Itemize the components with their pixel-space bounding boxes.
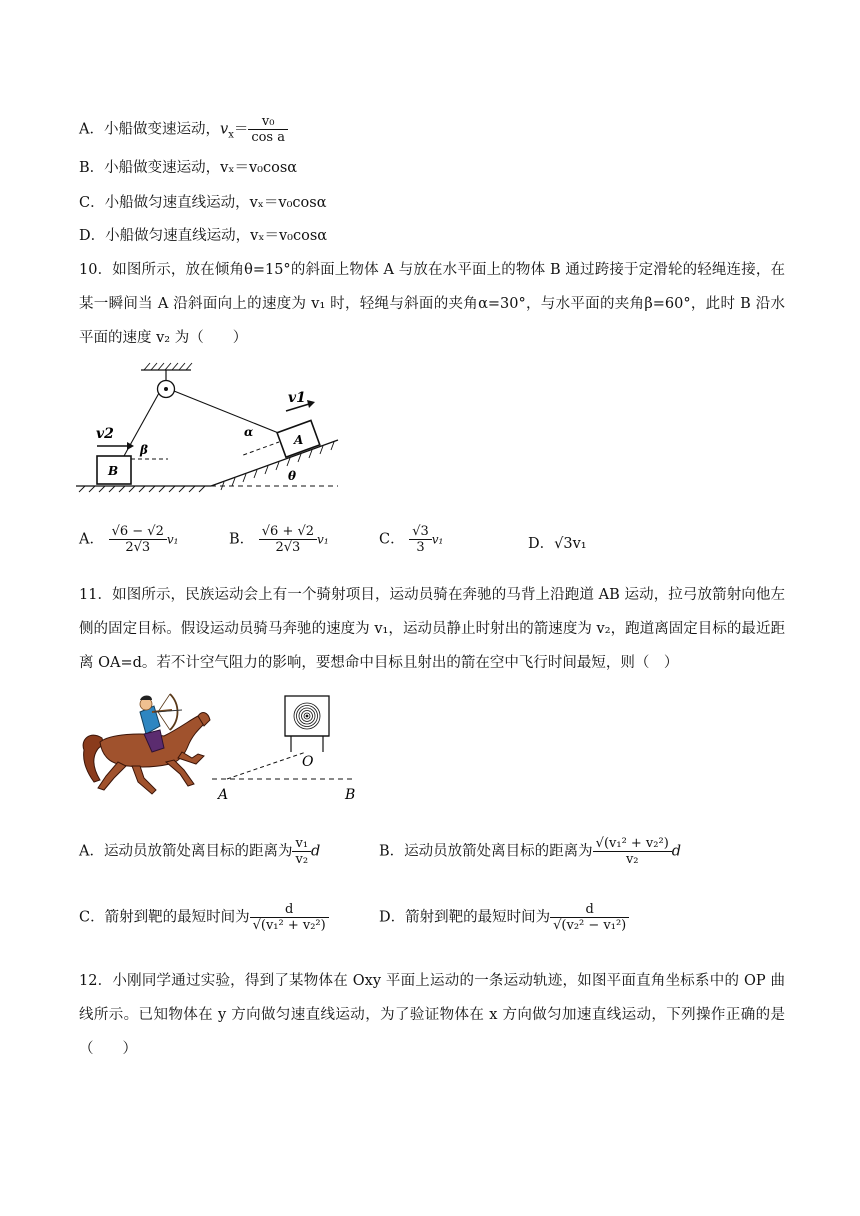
horse-rider-icon: [83, 694, 210, 794]
q11-stem: 11．如图所示，民族运动会上有一个骑射项目，运动员骑在奔驰的马背上沿跑道 AB 运动，拉弓放箭射向他左侧的固定目标。假设运动员骑马奔驰的速度为 v₁，运动员静止时射出的箭速度为 v₂，跑道离固定目标的最近距离 OA=d。若不计空气阻力的影响，要想命中目标且射出的箭在空中飞行时间最短，则（ ）: [79, 587, 785, 671]
q9-option-c: C．小船做匀速直线运动，vₓ＝v₀cosα: [79, 195, 327, 211]
q9-a-fraction: $\frac{\text{v₀}}{\text{cos a}}$: [248, 114, 288, 145]
svg-text:B: B: [108, 464, 119, 478]
svg-text:B: B: [345, 787, 356, 803]
q9-option-b: B．小船做变速运动，vₓ＝v₀cosα: [79, 160, 298, 176]
q10-figure: [76, 362, 341, 497]
svg-text:β: β: [140, 443, 148, 457]
svg-text:A: A: [218, 787, 229, 803]
q10-stem: 10．如图所示，放在倾角θ=15°的斜面上物体 A 与放在水平面上的物体 B 通过跨接于定滑轮的轻绳连接，在某一瞬间当 A 沿斜面向上的速度为 v₁ 时，轻绳与斜面的夹角α=30°，与水平面的夹角β=60°，此时 B 沿水平面的速度 v₂ 为（ ）: [79, 262, 785, 346]
svg-text:θ: θ: [288, 469, 297, 483]
q11-option-b: B．运动员放箭处离目标的距离为 $\frac{\text{√(v₁² + v₂²)}}{\text{v₂}}$ d: [379, 836, 682, 867]
svg-text:A: A: [294, 433, 304, 447]
q11-figure: [80, 690, 370, 805]
q10-option-a: A． $\frac{√6 - √2}{2√3}$ v₁: [79, 524, 179, 555]
q9-option-d: D．小船做匀速直线运动，vₓ＝v₀cosα: [79, 228, 328, 244]
svg-text:α: α: [244, 425, 254, 439]
q11-option-d: D．箭射到靶的最短时间为 $\frac{d}{\text{√(v₂² − v₁²)}}$: [379, 902, 629, 933]
q11-option-c: C．箭射到靶的最短时间为 $\frac{d}{\text{√(v₁² + v₂²)}}$: [79, 902, 329, 933]
q10-option-d: D．√3v₁: [528, 536, 587, 552]
q10-option-b: B． $\frac{√6 + √2}{2√3}$ v₁: [229, 524, 329, 555]
q12-stem: 12．小刚同学通过实验，得到了某物体在 Oxy 平面上运动的一条运动轨迹，如图平面直角坐标系中的 OP 曲线所示。已知物体在 y 方向做匀速直线运动，为了验证物体在 x 方向做匀加速直线运动，下列操作正确的是（ ）: [79, 973, 785, 1057]
q11-option-a: A．运动员放箭处离目标的距离为 $\frac{\text{v₁}}{\text{v₂}}$ d: [79, 836, 321, 867]
svg-text:O: O: [302, 754, 314, 770]
svg-text:v1: v1: [288, 390, 306, 406]
svg-text:v2: v2: [96, 426, 114, 442]
q9-option-a: A．小船做变速运动，$v_x=$ $\frac{\text{v₀}}{\text{cos a}}$: [79, 114, 288, 145]
q10-option-c: C． $\frac{√3}{3}$ v₁: [379, 524, 444, 555]
